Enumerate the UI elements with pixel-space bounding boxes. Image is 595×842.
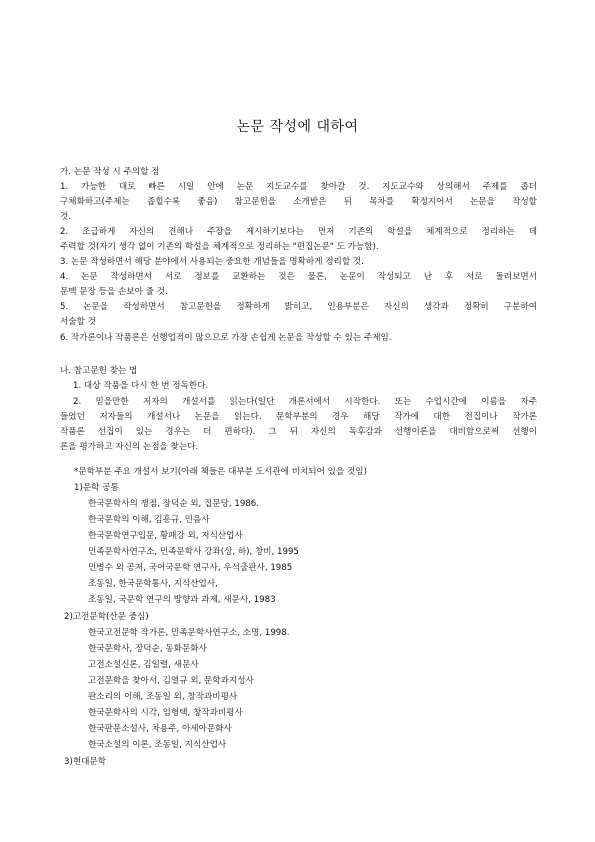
books-group-label: 3)현대문학 [64, 757, 107, 767]
section-na-line: 작품론 선집이 있는 경우는 더 편하다). 그 뒤 자신의 독후감과 선행이론을 대비함으로써 선행이 [60, 427, 537, 437]
section-ga-line: 6. 작가론이나 작품론은 선행업적이 많으므로 가장 손쉽게 논문을 작성할 수 있는 주제임. [60, 333, 392, 343]
section-na-line: 론을 평가하고 자신의 논점을 찾는다. [60, 442, 199, 452]
books-group-label: 2)고전문학(산문 중심) [64, 612, 149, 622]
section-ga-line: 1. 가능한 대로 빠른 시일 안에 논문 지도교수를 찾아갈 것. 지도교수와 상의해서 주제를 좁더 [60, 182, 537, 192]
book-item: 고전문학을 찾아서, 김열규 외, 문학과지성사 [88, 676, 254, 686]
section-ga-line: 문맥 문장 등을 손보아 줄 것. [60, 287, 168, 297]
book-item: 한국문학사의 쟁점, 장덕순 외, 집문당, 1986. [88, 499, 259, 509]
book-item: 한국소설의 이론, 조동일, 지식산업사 [88, 740, 227, 750]
book-item: 조동일, 한국문학통사, 지식산업사, [88, 579, 218, 589]
section-ga-line: 4. 논문 작성하면서 서로 정보를 교환하는 것은 물론, 논문이 작성되고 난 후 서로 돌려보면서 [60, 272, 537, 282]
section-na-heading: 나. 참고문헌 찾는 법 [60, 366, 138, 376]
section-ga-line: 5. 논문을 작성하면서 참고문헌을 정확하게 밝히고, 인용부분은 자신의 생각과 정확히 구분하여 [60, 302, 537, 312]
book-item: 민족문학사연구소, 민족문학사 강좌(상, 하), 창비, 1995 [88, 547, 299, 557]
section-ga-line: 주력할 것(자기 생각 없이 기존의 학설을 체계적으로 정리하는 "편집논문" 도 가능함). [60, 242, 379, 252]
book-item: 민병수 외 공저, 국어국문학 연구사, 우석출판사, 1985 [88, 563, 293, 573]
section-ga-line: 구체화하고(주제는 좁힐수록 좋음) 참고문헌을 소개받은 뒤 목차를 확정지어서 논문을 작성할 [60, 197, 537, 207]
section-ga-heading: 가. 논문 작성 시 주의할 점 [60, 167, 160, 177]
books-group-label: 1)문학 공통 [74, 483, 119, 493]
section-ga-line: 3. 논문 작성하면서 해당 분야에서 사용되는 중요한 개념들을 명확하게 정리할 것. [60, 257, 364, 267]
section-ga-line: 2. 조급하게 자신의 견해나 주장을 제시하기보다는 먼저 기존의 학설을 체계적으로 정리하는 데 [60, 227, 537, 237]
document-title: 논문 작성에 대하여 [236, 119, 359, 135]
books-intro: *문학부분 주요 개설서 보기(아래 책들은 대부분 도서관에 비치되어 있을 것임) [74, 467, 367, 477]
section-na-line: 2. 믿을만한 저자의 개설서를 읽는다(일단 개론서에서 시작한다. 또는 수업시간에 이름을 자주 [73, 397, 537, 407]
book-item: 한국문학사의 시각, 임형택, 창작과비평사 [88, 708, 243, 718]
book-item: 한국판문소설사, 차용주, 아세아문화사 [88, 724, 232, 734]
book-item: 한국고전문학 작가론, 민족문학사연구소, 소명, 1998. [88, 628, 290, 638]
section-ga-line: 것. [60, 212, 72, 222]
book-item: 판소리의 이해, 조동일 외, 창작과비평사 [88, 692, 238, 702]
book-item: 고전소설신론, 김일렬, 새문사 [88, 660, 199, 670]
section-ga-line: 서술할 것 [60, 317, 96, 327]
book-item: 한국문학연구입문, 황패강 외, 지식산업사 [88, 531, 243, 541]
book-item: 한국문학사, 장덕순, 동화문화사 [88, 644, 207, 654]
book-item: 한국문학의 이해, 김흥규, 민음사 [88, 515, 210, 525]
section-na-line: 1. 대상 작품을 다시 한 번 정독한다. [73, 381, 209, 391]
book-item: 조동일, 국문학 연구의 방향과 과제, 새문사, 1983 [88, 595, 276, 605]
section-na-line: 들었던 저자들의 개설서나 논문을 읽는다. 문학부분의 경우 해당 작가에 대한 전집이나 작가론 [60, 412, 537, 422]
